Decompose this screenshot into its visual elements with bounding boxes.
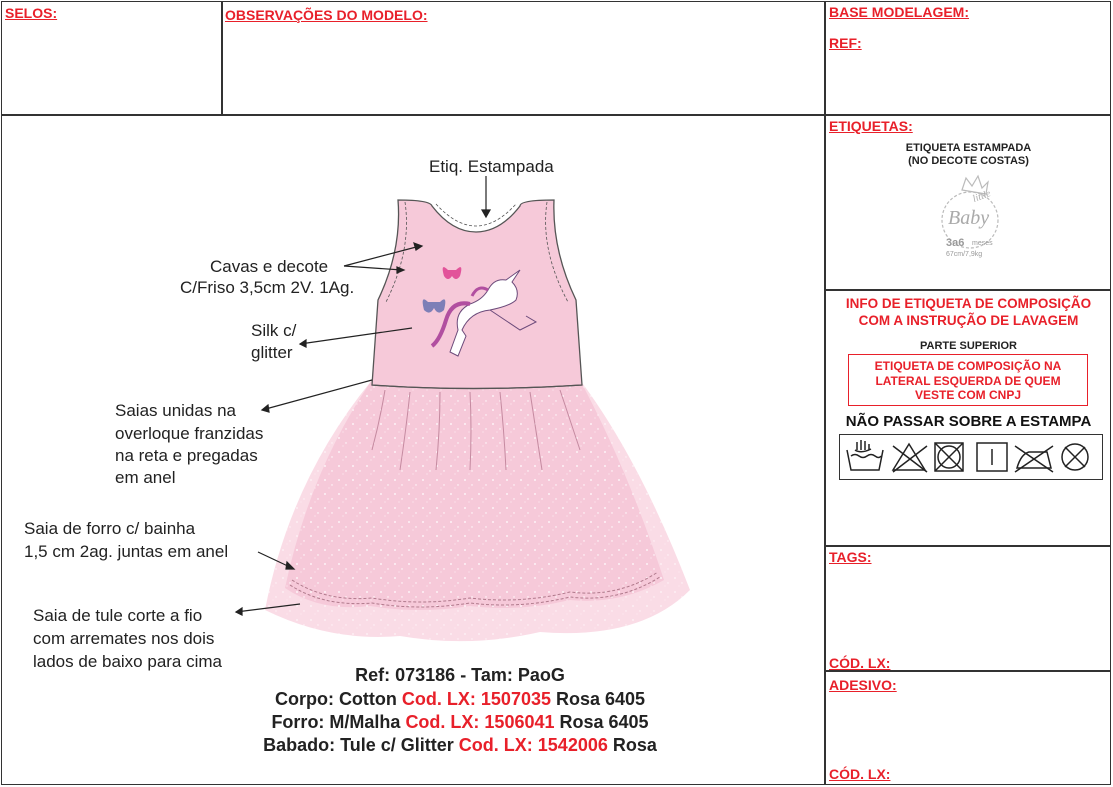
tule-note-line3: lados de baixo para cima — [33, 652, 223, 671]
baby-label-logo — [928, 172, 1008, 264]
forro-note-line2: 1,5 cm 2ag. juntas em anel — [24, 542, 229, 561]
babado-code: Cod. LX: 1542006 — [458, 735, 608, 755]
etiquetas-label: ETIQUETAS: — [829, 118, 913, 134]
spec-ref-line: Ref: 073186 - Tam: PaoG — [355, 665, 565, 685]
label-logo-main: Baby — [948, 207, 990, 229]
spec-babado-line — [210, 734, 710, 756]
selos-label: SELOS: — [5, 5, 58, 21]
corpo-code: Cod. LX: 1507035 — [401, 689, 551, 709]
line-dry-icon — [977, 443, 1007, 471]
label-logo-measure: 67cm/7,9kg — [946, 251, 983, 258]
saias-note-line4: em anel — [115, 468, 176, 487]
label-logo-top: little — [971, 188, 993, 205]
etiqueta-estampada-line1: ETIQUETA ESTAMPADA — [905, 142, 1032, 154]
dress-illustration — [0, 115, 824, 675]
etiquetas-divider — [824, 289, 1111, 291]
composicao-line3: VESTE COM CNPJ — [914, 388, 1022, 402]
no-iron-icon — [1015, 446, 1053, 472]
observacoes-label: OBSERVAÇÕES DO MODELO: — [225, 7, 428, 23]
silk-note-line2: glitter — [251, 343, 293, 362]
nao-passar-label: NÃO PASSAR SOBRE A ESTAMPA — [845, 413, 1092, 430]
tule-note-line2: com arremates nos dois — [33, 629, 215, 648]
ref-label: REF: — [829, 35, 862, 51]
base-modelagem-label: BASE MODELAGEM: — [829, 4, 969, 20]
babado-label: Babado: Tule c/ Glitter — [263, 735, 459, 755]
forro-code: Cod. LX: 1506041 — [405, 712, 555, 732]
saias-note-line1: Saias unidas na — [115, 401, 236, 420]
care-symbols-box — [839, 434, 1103, 480]
composicao-divider — [824, 545, 1111, 547]
corpo-label: Corpo: Cotton — [274, 689, 402, 709]
saias-note-line2: overloque franzidas — [115, 424, 264, 443]
composicao-line1: ETIQUETA DE COMPOSIÇÃO NA — [874, 359, 1062, 373]
hand-wash-icon — [847, 440, 883, 470]
saias-note-line3: na reta e pregadas — [115, 446, 258, 465]
cavas-note-line2: C/Friso 3,5cm 2V. 1Ag. — [180, 278, 355, 297]
composicao-box — [848, 354, 1088, 406]
info-title-line2: COM A INSTRUÇÃO DE LAVAGEM — [858, 313, 1079, 328]
babado-color: Rosa — [607, 735, 657, 755]
parte-superior-label: PARTE SUPERIOR — [920, 340, 1017, 352]
composicao-line2: LATERAL ESQUERDA DE QUEM — [875, 373, 1061, 388]
corpo-color: Rosa 6405 — [550, 689, 646, 709]
etiqueta-estampada-line2: (NO DECOTE COSTAS) — [908, 155, 1029, 167]
tags-label: TAGS: — [829, 549, 872, 565]
cod-lx-label-2: CÓD. LX: — [829, 766, 891, 782]
tule-note-line1: Saia de tule corte a fio — [33, 606, 203, 625]
spec-forro-line — [210, 711, 710, 733]
forro-note-line1: Saia de forro c/ bainha — [24, 519, 196, 538]
spec-corpo-line — [210, 688, 710, 710]
silk-note-line1: Silk c/ — [251, 321, 297, 340]
forro-label: Forro: M/Malha — [271, 712, 406, 732]
selos-divider — [221, 1, 223, 115]
no-dry-clean-icon — [1062, 444, 1088, 470]
adesivo-label: ADESIVO: — [829, 677, 897, 693]
etiq-estampada-note: Etiq. Estampada — [429, 157, 554, 176]
no-bleach-icon — [893, 444, 927, 472]
info-title-line1: INFO DE ETIQUETA DE COMPOSIÇÃO — [845, 296, 1092, 311]
no-tumble-dry-icon — [935, 443, 963, 471]
right-panel-divider — [824, 1, 826, 785]
dress-bodice — [372, 200, 582, 389]
forro-color: Rosa 6405 — [554, 712, 649, 732]
label-logo-unit: meses — [972, 240, 993, 247]
label-logo-size: 3a6 — [946, 237, 965, 249]
cavas-note-line1: Cavas e decote — [210, 257, 329, 276]
cod-lx-label-1: CÓD. LX: — [829, 655, 891, 671]
